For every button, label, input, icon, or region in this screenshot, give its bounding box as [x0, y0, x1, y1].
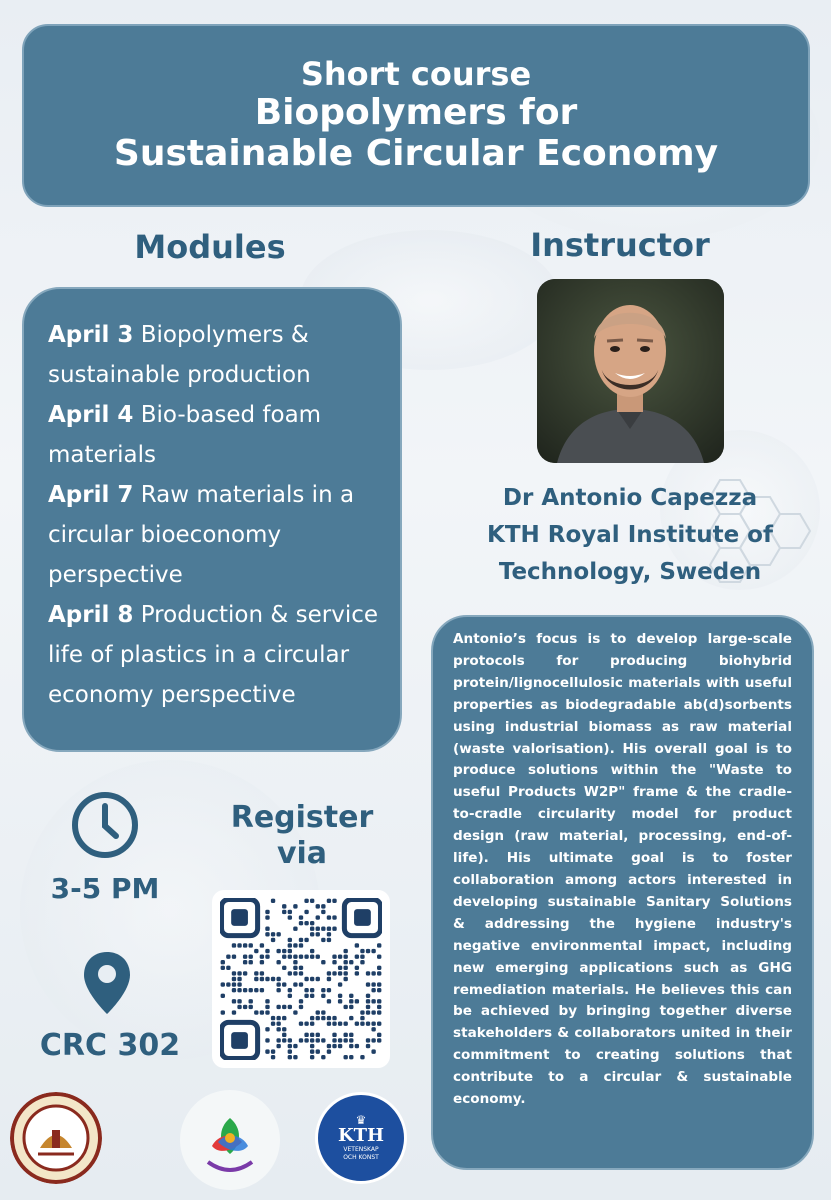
module-item: [48, 315, 386, 395]
instructor-affiliation: KTH Royal Institute of: [487, 522, 773, 548]
instructor-heading: Instructor: [530, 226, 710, 264]
kth-motto: VETENSKAP: [343, 1146, 379, 1153]
modules-panel: [22, 287, 402, 752]
course-title-line2: Sustainable Circular Economy: [113, 133, 719, 175]
register-text: Register: [230, 800, 374, 835]
clock-icon: [70, 790, 140, 860]
modules-heading: Modules: [134, 228, 286, 266]
course-title-line1: Biopolymers for: [254, 91, 578, 133]
module-date: April 7: [48, 482, 134, 508]
event-room: CRC 302: [39, 1028, 181, 1063]
register-text: via: [276, 836, 328, 871]
module-date: April 8: [48, 602, 134, 628]
module-text: Raw materials in a circular bioeconomy perspective: [48, 482, 355, 588]
kth-motto: OCH KONST: [343, 1154, 379, 1161]
kth-wordmark: KTH: [337, 1125, 385, 1146]
module-item: [48, 475, 386, 595]
iit-madras-logo: [10, 1092, 102, 1184]
registration-qr-code[interactable]: [212, 890, 390, 1068]
location-pin-icon: [82, 950, 132, 1016]
course-title-banner: [22, 24, 810, 207]
module-date: April 4: [48, 402, 134, 428]
instructor-info: [440, 480, 820, 591]
module-item: [48, 595, 386, 715]
instructor-name: Dr Antonio Capezza: [502, 485, 758, 511]
course-type: Short course: [300, 54, 532, 93]
school-of-sustainability-logo: [178, 1088, 282, 1192]
instructor-bio: Antonio’s focus is to develop large-scale protocols for producing biohybrid protein/lignocellulosic materials with useful properties as biodegradable ab(d)sorbents using industrial biomass as raw material (waste valorisation). His overall goal is to produce solutions within the "Waste to useful Products W2P" frame & the cradle-to-cradle circularity model for product design (raw material, processing, end-of-life). His ultimate goal is to foster collaboration among actors interested in developing sustainable Sanitary Solutions & addressing the hygiene industry's negative environmental impact, including new emerging applications such as GHG remediation materials. He believes this can be achieved by bringing together diverse stakeholders & collaborators united in their commitment to creating solutions that contribute to a circular & sustainable economy.: [453, 631, 792, 1108]
register-label: [212, 800, 392, 872]
module-text: Bio-based foam materials: [48, 402, 322, 468]
event-time: 3-5 PM: [50, 872, 160, 905]
kth-crown-icon: ♛: [355, 1113, 367, 1127]
module-date: April 3: [48, 322, 134, 348]
instructor-affiliation: Technology, Sweden: [498, 559, 762, 585]
instructor-bio-panel: [431, 615, 814, 1170]
module-item: [48, 395, 386, 475]
module-text: Production & service life of plastics in a circular economy perspective: [48, 602, 379, 708]
module-text: Biopolymers & sustainable production: [48, 322, 311, 388]
kth-logo: [315, 1092, 407, 1184]
instructor-photo: [537, 279, 724, 463]
